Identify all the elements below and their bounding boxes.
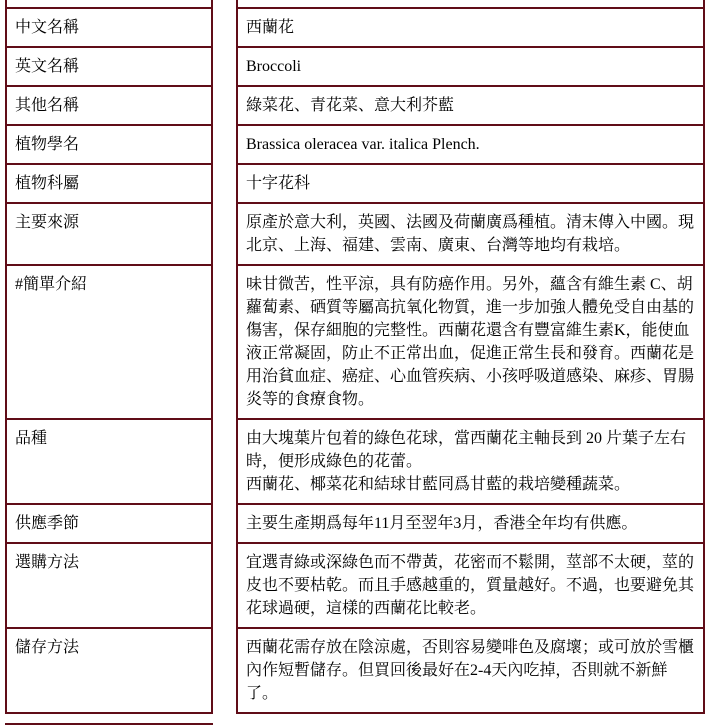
row-label-selection-method: 選購方法	[5, 544, 213, 629]
row-label-supply-season: 供應季節	[5, 505, 213, 544]
column-gap	[213, 420, 236, 505]
row-value-other-names: 綠菜花、青花菜、意大利芥藍	[236, 87, 705, 126]
row-value-english-name: Broccoli	[236, 48, 705, 87]
row-value-plant-family: 十字花科	[236, 165, 705, 204]
column-gap	[213, 126, 236, 165]
column-gap	[213, 204, 236, 266]
column-gap	[213, 7, 236, 48]
row-label-varieties: 品種	[5, 420, 213, 505]
column-gap	[213, 87, 236, 126]
column-gap	[213, 505, 236, 544]
row-label-other-names: 其他名稱	[5, 87, 213, 126]
row-label-plant-family: 植物科屬	[5, 165, 213, 204]
column-gap	[213, 165, 236, 204]
column-gap	[213, 48, 236, 87]
row-value-botanical-name: Brassica oleracea var. italica Plench.	[236, 126, 705, 165]
row-label-main-origin: 主要來源	[5, 204, 213, 266]
cutoff-top-border-left-outer	[5, 0, 7, 7]
cutoff-top-border-left-inner	[211, 0, 213, 7]
row-label-english-name: 英文名稱	[5, 48, 213, 87]
column-gap	[213, 544, 236, 629]
row-value-storage-method: 西蘭花需存放在陰涼處，否則容易變啡色及腐壞；或可放於雪櫃內作短暫儲存。但買回後最好在2-4天內吃掉，否則就不新鮮了。	[236, 629, 705, 714]
row-value-introduction: 味甘微苦，性平涼，具有防癌作用。另外，蘊含有維生素 C、胡蘿蔔素、硒質等屬高抗氧化物質，進一步加強人體免受自由基的傷害，保存細胞的完整性。西蘭花還含有豐富維生素K，能使血液正常凝固，防止不正常出血，促進正常生長和發育。西蘭花是用治貧血症、癌症、心血管疾病、小孩呼吸道感染、麻疹、胃腸炎等的食療食物。	[236, 266, 705, 420]
row-value-selection-method: 宜選青綠或深綠色而不帶黃，花密而不鬆開，莖部不太硬，莖的皮也不要枯乾。而且手感越重的，質量越好。不過，也要避免其花球過硬，這樣的西蘭花比較老。	[236, 544, 705, 629]
column-gap	[213, 629, 236, 714]
row-value-supply-season: 主要生產期爲每年11月至翌年3月，香港全年均有供應。	[236, 505, 705, 544]
row-label-chinese-name: 中文名稱	[5, 7, 213, 48]
row-value-chinese-name: 西蘭花	[236, 7, 705, 48]
cutoff-bottom-row-border	[5, 723, 213, 725]
cutoff-top-border-right-inner	[236, 0, 238, 7]
row-value-varieties: 由大塊葉片包着的綠色花球，當西蘭花主軸長到 20 片葉子左右時，便形成綠色的花蕾。 西蘭花、椰菜花和結球甘藍同爲甘藍的栽培變種蔬菜。	[236, 420, 705, 505]
plant-info-table	[5, 7, 705, 714]
row-label-introduction: #簡單介紹	[5, 266, 213, 420]
row-label-botanical-name: 植物學名	[5, 126, 213, 165]
column-gap	[213, 266, 236, 420]
cutoff-top-border-right-outer	[703, 0, 705, 7]
row-value-main-origin: 原產於意大利，英國、法國及荷蘭廣爲種植。清末傳入中國。現北京、上海、福建、雲南、廣東、台灣等地均有栽培。	[236, 204, 705, 266]
row-label-storage-method: 儲存方法	[5, 629, 213, 714]
